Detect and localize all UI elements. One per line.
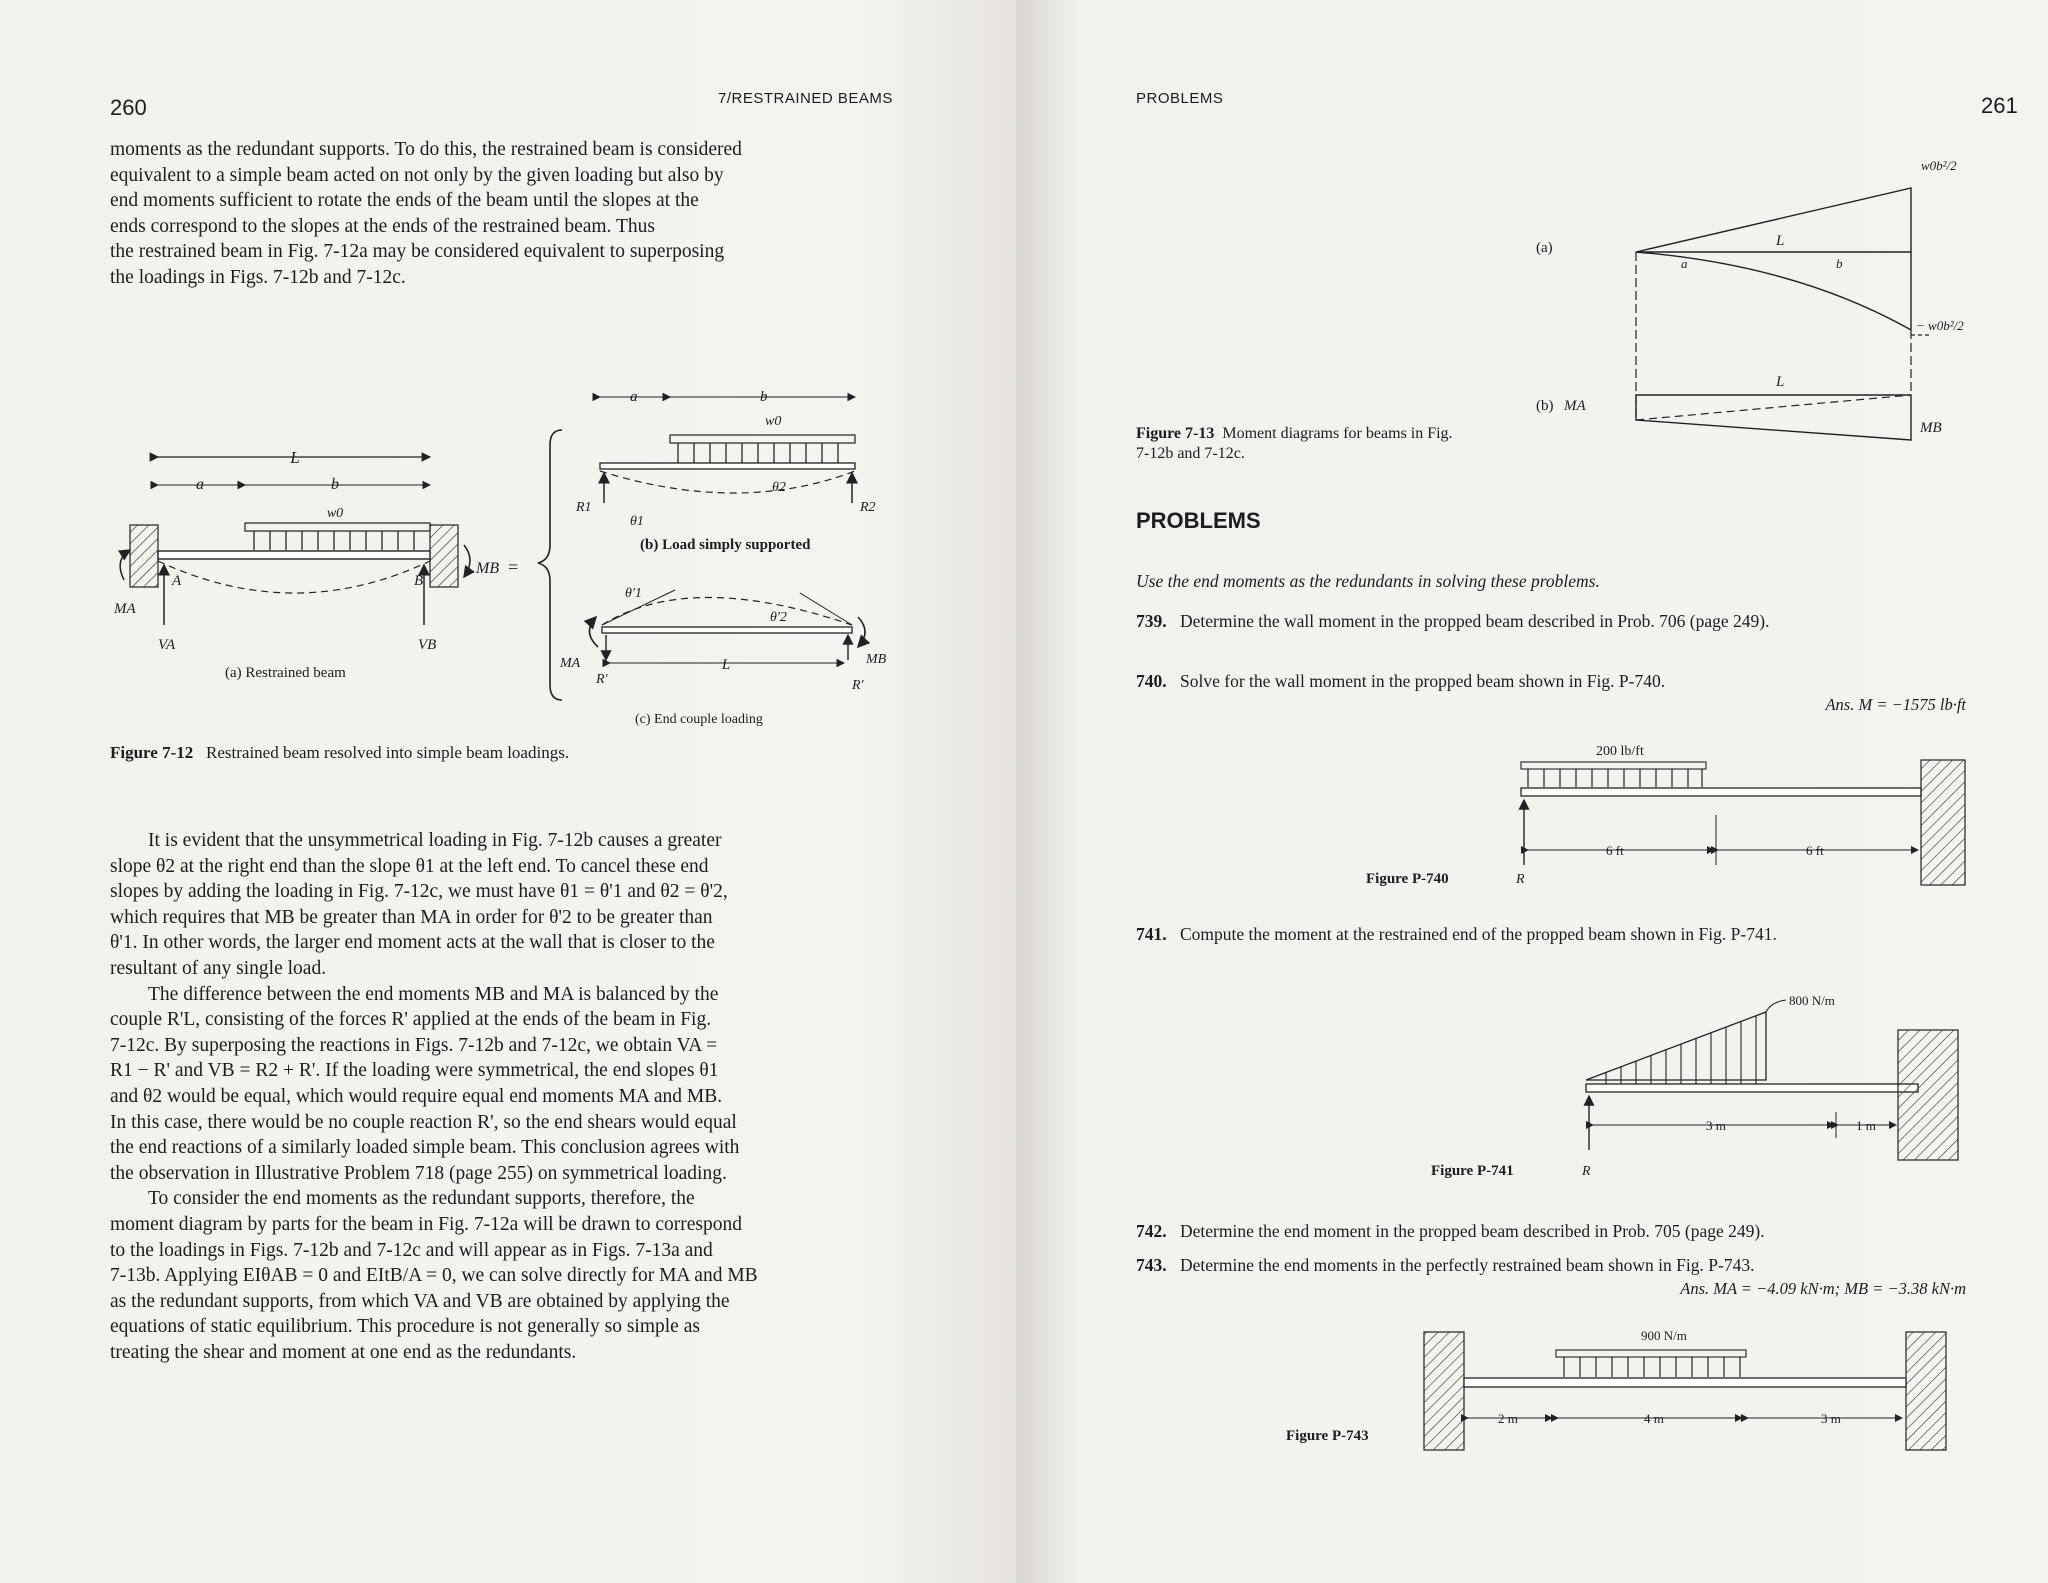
problem-743: 743. Determine the end moments in the perfectly restrained beam shown in Fig. P-743. [1136,1255,1755,1275]
problem-739: 739. Determine the wall moment in the propped beam described in Prob. 706 (page 249). [1136,611,1770,631]
label-b: b [331,476,339,493]
load-label: 200 lb/ft [1596,744,1644,759]
label-theta1: θ1 [630,514,644,529]
label-B: B [414,573,424,589]
dim1: 3 m [1706,1118,1726,1133]
figure-7-13-caption [1136,424,1456,464]
dim2: 4 m [1644,1411,1664,1426]
text-line: to the loadings in Figs. 7-12b and 7-12c and will appear as in Figs. 7-13a and [110,1239,713,1261]
text-line: moments as the redundant supports. To do this, the restrained beam is considered [110,139,742,160]
text-line: To consider the end moments as the redundant supports, therefore, the [148,1188,695,1210]
label-MB: MB [476,560,500,577]
figure-7-12-caption [110,743,569,763]
section-heading: PROBLEMS [1136,508,1261,533]
text-line: It is evident that the unsymmetrical loading in Fig. 7-12b causes a greater [148,830,722,851]
label-L: L [721,657,731,673]
label-MA: MA [114,601,136,617]
label-MA: MA [1564,398,1586,414]
text-line: treating the shear and moment at one end as the redundants. [110,1341,577,1363]
caption-c: (c) End couple loading [635,712,763,727]
text-line: equivalent to a simple beam acted on not only by the given loading but also by [110,164,724,186]
running-head-right: PROBLEMS [1136,90,1224,107]
figure-label: Figure P-743 [1286,1428,1369,1444]
label-VB: VB [418,637,437,653]
mid-value: − w0b²/2 [1916,318,1964,333]
text-line: the restrained beam in Fig. 7-12a may be considered equivalent to superposing [110,241,725,263]
figure-7-12 [114,385,887,730]
text-line: end moments sufficient to rotate the ends of the beam until the slopes at the [110,190,699,212]
text-line: θ'1. In other words, the larger end moment acts at the wall that is closer to the [110,932,715,954]
caption-label: Figure 7-13 [1136,425,1215,442]
label-b: b [1836,256,1843,271]
running-head-left: 7/RESTRAINED BEAMS [718,90,893,107]
label-L-b: L [1776,374,1785,390]
problem-741: 741. Compute the moment at the restrained end of the propped beam shown in Fig. P-741. [1136,924,1777,944]
load-label: 900 N/m [1641,1328,1687,1343]
page-number-right: 261 [1981,93,2018,118]
text-line: slope θ2 at the right end than the slope θ1 at the left end. To cancel these end [110,855,709,877]
label-VA: VA [158,637,176,653]
subfigure-c [559,586,887,727]
text-line: R1 − R' and VB = R2 + R'. If the loading were symmetrical, the end slopes θ1 [110,1060,719,1082]
label-a: a [1681,256,1688,271]
label-R2: R2 [860,500,876,515]
label-w0: w0 [765,414,782,429]
label-A: A [172,573,182,589]
text-line: The difference between the end moments MB and MA is balanced by the [148,983,719,1005]
text-line: as the redundant supports, from which VA and VB are obtained by applying the [110,1290,730,1312]
caption-text: Restrained beam resolved into simple beam loadings. [206,743,570,762]
top-value: w0b²/2 [1921,158,1957,173]
page-number-left: 260 [110,95,147,120]
subfigure-a [113,448,518,681]
label-MB: MB [1920,420,1942,436]
subfigure-b [575,389,876,553]
dim1: 6 ft [1606,843,1624,858]
intro-paragraph [110,137,928,291]
left-page [0,0,1016,1583]
label-R: R [1582,1164,1591,1179]
caption-a: (a) Restrained beam [225,665,346,681]
body-paragraphs [110,828,928,1365]
label-a: a [630,389,638,405]
label-theta1p: θ'1 [625,586,642,601]
label-R: R [1516,872,1525,887]
text-line: resultant of any single load. [110,957,327,979]
problem-742: 742. Determine the end moment in the propped beam described in Prob. 705 (page 249). [1136,1221,1765,1241]
dim3: 3 m [1821,1411,1841,1426]
text-line: In this case, there would be no couple reaction R', so the end shears would equal [110,1111,737,1133]
figure-label: Figure P-740 [1366,871,1449,887]
label-theta2: θ2 [772,480,786,495]
label-b: b [760,389,768,405]
label-w0: w0 [326,506,344,521]
text-line: slopes by adding the loading in Fig. 7-12c, we must have θ1 = θ'1 and θ2 = θ'2, [110,881,728,903]
figure-label: Figure P-741 [1431,1163,1514,1179]
answer-740: Ans. M = −1575 lb·ft [1825,695,1966,714]
label-R1: R1 [576,500,592,515]
dim2: 1 m [1856,1118,1876,1133]
label-theta2p: θ'2 [770,610,787,625]
figure-p-741 [1316,993,1976,1180]
right-page [1016,0,2048,1583]
label-L: L [290,448,300,467]
figure-7-13 [1536,140,1996,460]
dim1: 2 m [1498,1411,1518,1426]
caption-text: Moment diagrams for beams in Fig. 7-12b and 7-12c. [1136,425,1453,462]
answer-743: Ans. MA = −4.09 kN·m; MB = −3.38 kN·m [1680,1279,1966,1298]
label-a: a [196,476,204,493]
caption-label: Figure 7-12 [110,743,194,762]
text-line: 7-12c. By superposing the reactions in Figs. 7-12b and 7-12c, we obtain VA = [110,1034,718,1056]
text-line: couple R'L, consisting of the forces R' applied at the ends of the beam in Fig. [110,1009,712,1031]
text-line: the loadings in Figs. 7-12b and 7-12c. [110,266,406,288]
caption-b: (b) Load simply supported [640,537,811,553]
text-line: the observation in Illustrative Problem 718 (page 255) on symmetrical loading. [110,1162,727,1184]
problem-740: 740. Solve for the wall moment in the propped beam shown in Fig. P-740. [1136,671,1666,691]
text-line: moment diagram by parts for the beam in Fig. 7-12a will be drawn to correspond [110,1213,742,1235]
label-a-paren: (a) [1536,240,1553,256]
dim2: 6 ft [1806,843,1824,858]
figure-p-740 [1316,740,1976,890]
text-line: the end reactions of a similarly loaded simple beam. This conclusion agrees with [110,1137,740,1159]
text-line: ends correspond to the slopes at the ends of the restrained beam. Thus [110,215,655,237]
equals-sign: = [508,557,519,577]
label-L-a: L [1776,233,1785,249]
text-line: which requires that MB be greater than MA in order for θ'2 to be greater than [110,906,713,928]
text-line: equations of static equilibrium. This procedure is not generally so simple as [110,1316,700,1338]
load-label: 800 N/m [1789,993,1835,1008]
label-Rp-left: R' [596,672,608,687]
label-b-paren: (b) [1536,398,1554,414]
text-line: 7-13b. Applying EIθAB = 0 and EItB/A = 0, we can solve directly for MA and MB [110,1265,758,1287]
text-line: and θ2 would be equal, which would require equal end moments MA and MB. [110,1085,723,1107]
problems-instruction: Use the end moments as the redundants in solving these problems. [1136,571,1600,591]
label-Rp-right: R' [852,678,864,693]
figure-p-743 [1246,1320,1986,1455]
label-MB: MB [866,652,887,667]
label-MA: MA [560,656,581,671]
